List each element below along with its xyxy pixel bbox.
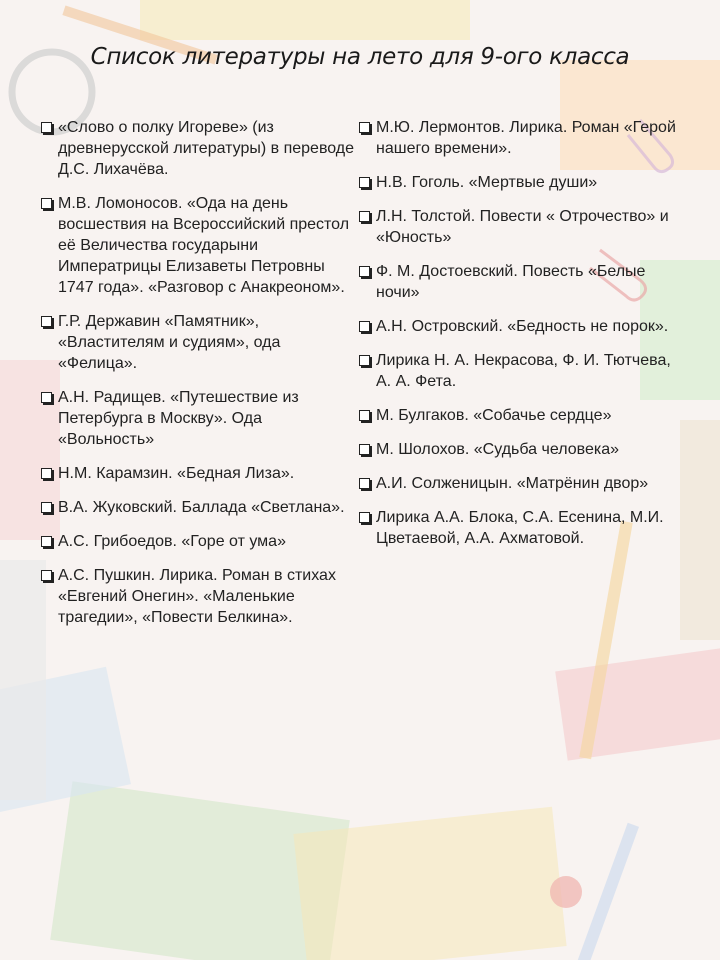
list-item: Ф. М. Достоевский. Повесть «Белые ночи» <box>358 261 678 303</box>
checkbox-bullet-icon <box>359 444 370 455</box>
list-item: Лирика Н. А. Некрасова, Ф. И. Тютчева, А. А. Фета. <box>358 350 678 392</box>
list-item: Г.Р. Державин «Памятник», «Властителям и судиям», ода «Фелица». <box>40 311 358 374</box>
checkbox-bullet-icon <box>41 392 52 403</box>
list-item: В.А. Жуковский. Баллада «Светлана». <box>40 497 358 518</box>
checkbox-bullet-icon <box>359 177 370 188</box>
list-item: А.Н. Радищев. «Путешествие из Петербурга в Москву». Ода «Вольность» <box>40 387 358 450</box>
list-item: Лирика А.А. Блока, С.А. Есенина, М.И. Цветаевой, А.А. Ахматовой. <box>358 507 678 549</box>
list-item: А.И. Солженицын. «Матрёнин двор» <box>358 473 678 494</box>
checkbox-bullet-icon <box>359 355 370 366</box>
checkbox-bullet-icon <box>41 198 52 209</box>
list-item: А.С. Грибоедов. «Горе от ума» <box>40 531 358 552</box>
checkbox-bullet-icon <box>359 478 370 489</box>
list-item: М.Ю. Лермонтов. Лирика. Роман «Герой нашего времени». <box>358 117 678 159</box>
list-item: М.В. Ломоносов. «Ода на день восшествия на Всероссийский престол её Величества государыни Императрицы Елизаветы Петровны 1747 года». «Разговор с Анакреоном». <box>40 193 358 298</box>
checkbox-bullet-icon <box>359 122 370 133</box>
checkbox-bullet-icon <box>41 570 52 581</box>
checkbox-bullet-icon <box>359 266 370 277</box>
list-item: М. Булгаков. «Собачье сердце» <box>358 405 678 426</box>
page-title: Список литературы на лето для 9-ого класса <box>90 44 630 70</box>
checkbox-bullet-icon <box>359 321 370 332</box>
left-column-list <box>40 117 358 641</box>
checkbox-bullet-icon <box>41 468 52 479</box>
checkbox-bullet-icon <box>41 316 52 327</box>
checkbox-bullet-icon <box>359 512 370 523</box>
checkbox-bullet-icon <box>41 536 52 547</box>
checkbox-bullet-icon <box>41 122 52 133</box>
list-item: Л.Н. Толстой. Повести « Отрочество» и «Юность» <box>358 206 678 248</box>
list-item: А.Н. Островский. «Бедность не порок». <box>358 316 678 337</box>
list-item: Н.М. Карамзин. «Бедная Лиза». <box>40 463 358 484</box>
checkbox-bullet-icon <box>41 502 52 513</box>
checkbox-bullet-icon <box>359 410 370 421</box>
right-column-list <box>358 117 678 562</box>
list-item: А.С. Пушкин. Лирика. Роман в стихах «Евгений Онегин». «Маленькие трагедии», «Повести Белкина». <box>40 565 358 628</box>
list-item: «Слово о полку Игореве» (из древнерусской литературы) в переводе Д.С. Лихачёва. <box>40 117 358 180</box>
list-item: М. Шолохов. «Судьба человека» <box>358 439 678 460</box>
checkbox-bullet-icon <box>359 211 370 222</box>
list-item: Н.В. Гоголь. «Мертвые души» <box>358 172 678 193</box>
